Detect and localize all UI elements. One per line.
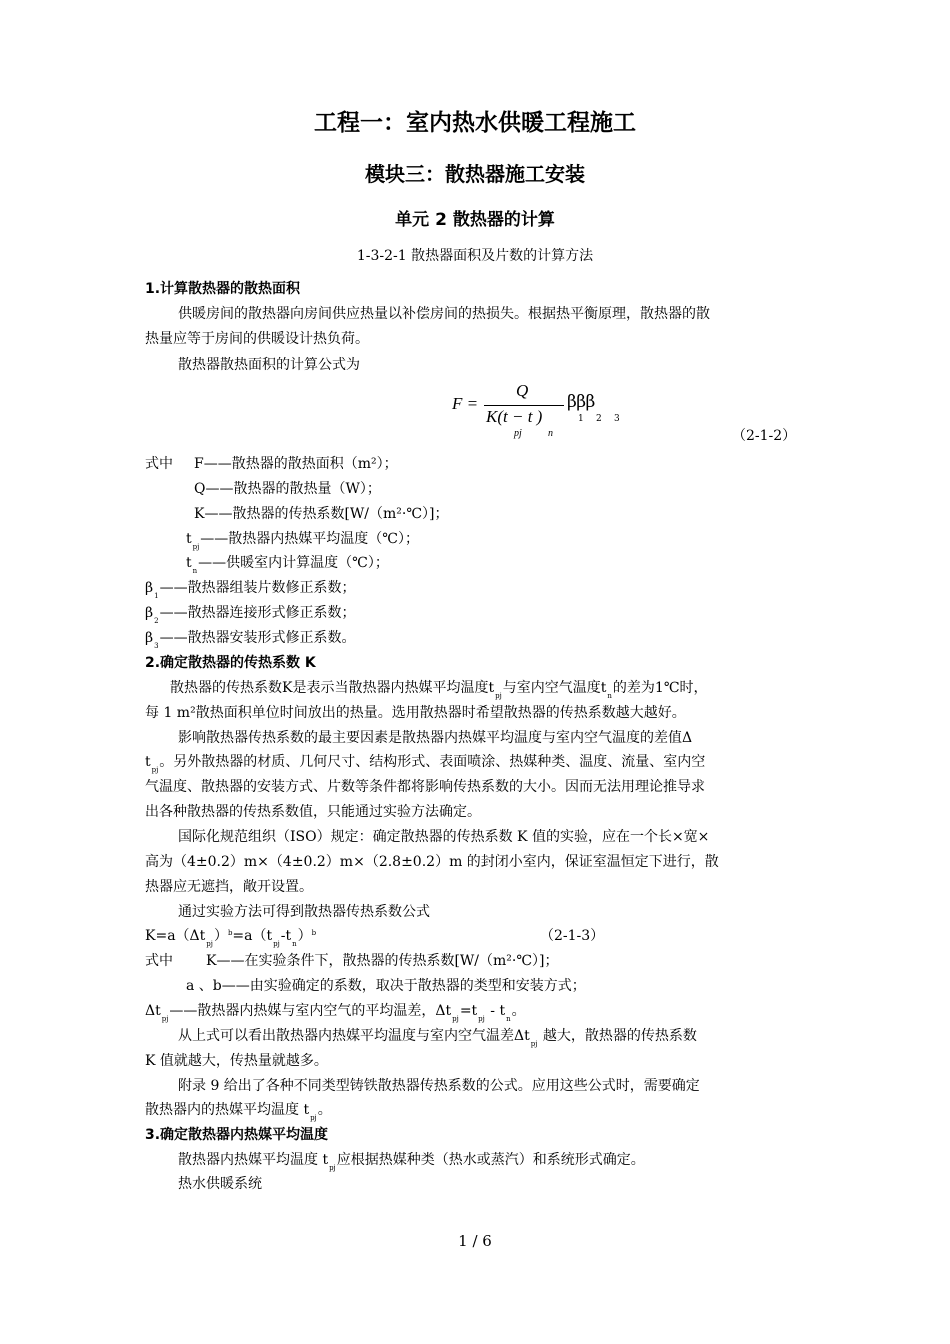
paragraph: 热水供暖系统 <box>178 1176 262 1192</box>
page-number: 1 / 6 <box>458 1232 492 1250</box>
formula-sub-pj: pj <box>514 428 522 439</box>
equation-2-1-3: $K=a(\Delta t_{pj})^b=a(t_{pj}-t_n)^b$ <box>145 928 317 948</box>
definition-beta1: $\beta_1——$散热器组装片数修正系数； <box>145 580 356 600</box>
equation-number: （2-1-3） <box>540 928 605 944</box>
paragraph: 高为（4±0.2）m×（4±0.2）m×（2.8±0.2）m 的封闭小室内，保证室温恒定下进行，散 <box>145 854 719 870</box>
paragraph: $t_{pj}$。另外散热器的材质、几何尺寸、结构形式、表面喷涂、热媒种类、温度、流量、室内空 <box>145 754 706 774</box>
document-title: 工程一：室内热水供暖工程施工 <box>314 110 636 136</box>
definition-beta3: $\beta_3——$散热器安装形式修正系数。 <box>145 630 356 650</box>
definition-Q: Q——散热器的散热量（W）； <box>194 481 381 497</box>
paragraph: 散热器内热媒平均温度 $t_{pj}$应根据热媒种类（热水或蒸汽）和系统形式确定。 <box>178 1152 645 1172</box>
definition-F: F——散热器的散热面积（m²）； <box>194 456 398 472</box>
paragraph: K 值就越大，传热量就越多。 <box>145 1053 328 1069</box>
formula-beta-sub: 1 <box>578 414 584 424</box>
paragraph: 热器应无遮挡，敞开设置。 <box>145 879 313 895</box>
paragraph: 附录 9 给出了各种不同类型铸铁散热器传热系数的公式。应用这些公式时，需要确定 <box>178 1078 700 1094</box>
formula-beta-sub: 2 <box>596 414 602 424</box>
paragraph: 散热器内的热媒平均温度 $t_{pj}$。 <box>145 1102 332 1122</box>
formula-denominator: K(t − t ) <box>486 407 543 426</box>
subsection-title: 1-3-2-1 散热器面积及片数的计算方法 <box>356 248 594 264</box>
paragraph: 影响散热器传热系数的最主要因素是散热器内热媒平均温度与室内空气温度的差值Δ <box>178 730 693 746</box>
paragraph: 国际化规范组织（ISO）规定：确定散热器的传热系数 K 值的实验，应在一个长×宽× <box>178 829 710 845</box>
paragraph: 供暖房间的散热器向房间供应热量以补偿房间的热损失。根据热平衡原理，散热器的散 <box>178 306 710 322</box>
section-2-heading: 2.确定散热器的传热系数 K <box>145 655 316 671</box>
definition-K: K——在实验条件下，散热器的传热系数[W/（m²·℃）]； <box>206 953 559 969</box>
paragraph: 气温度、散热器的安装方式、片数等条件都将影响传热系数的大小。因而无法用理论推导求 <box>145 779 705 795</box>
equation-number: （2-1-2） <box>732 428 797 444</box>
definition-ab: a 、b——由实验确定的系数，取决于散热器的类型和安装方式； <box>186 978 586 994</box>
where-label: 式中 <box>145 953 173 969</box>
formula-beta-sub: 3 <box>614 414 620 424</box>
definition-tn: $t_n——$供暖室内计算温度（℃）； <box>186 555 389 575</box>
formula-beta: β β β <box>567 392 593 412</box>
definition-delta-t: $\Delta t_{pj}——$散热器内热媒与室内空气的平均温差，$\Delta t_{pj}=t_{pj} - t_n$。 <box>145 1003 526 1023</box>
paragraph: 散热器散热面积的计算公式为 <box>178 357 360 373</box>
paragraph: 从上式可以看出散热器内热媒平均温度与室内空气温差$\Delta t_{pj}$ 越大，散热器的传热系数 <box>178 1028 697 1048</box>
formula-sub-n: n <box>548 428 553 439</box>
paragraph: 出各种散热器的传热系数值，只能通过实验方法确定。 <box>145 804 481 820</box>
fraction-bar <box>484 405 564 406</box>
definition-beta2: $\beta_2——$散热器连接形式修正系数； <box>145 605 356 625</box>
definition-tpj: $t_{pj}——$散热器内热媒平均温度（℃）； <box>186 531 419 551</box>
paragraph: 散热器的传热系数K是表示当散热器内热媒平均温度$t_{pj}$与室内空气温度$t_n$的差为1℃时， <box>170 680 708 700</box>
paragraph: 热量应等于房间的供暖设计热负荷。 <box>145 331 369 347</box>
module-title: 模块三：散热器施工安装 <box>365 162 585 186</box>
section-3-heading: 3.确定散热器内热媒平均温度 <box>145 1127 329 1143</box>
formula-lhs: F = <box>452 394 479 413</box>
unit-title: 单元 2 散热器的计算 <box>395 210 555 230</box>
formula-numerator: Q <box>516 381 529 400</box>
section-1-heading: 1.计算散热器的散热面积 <box>145 281 301 297</box>
definition-K: K——散热器的传热系数[W/（m²·℃）]； <box>194 506 449 522</box>
where-label: 式中 <box>145 456 173 472</box>
paragraph: 每 1 m²散热面积单位时间放出的热量。选用散热器时希望散热器的传热系数越大越好。 <box>145 705 686 721</box>
paragraph: 通过实验方法可得到散热器传热系数公式 <box>178 904 430 920</box>
